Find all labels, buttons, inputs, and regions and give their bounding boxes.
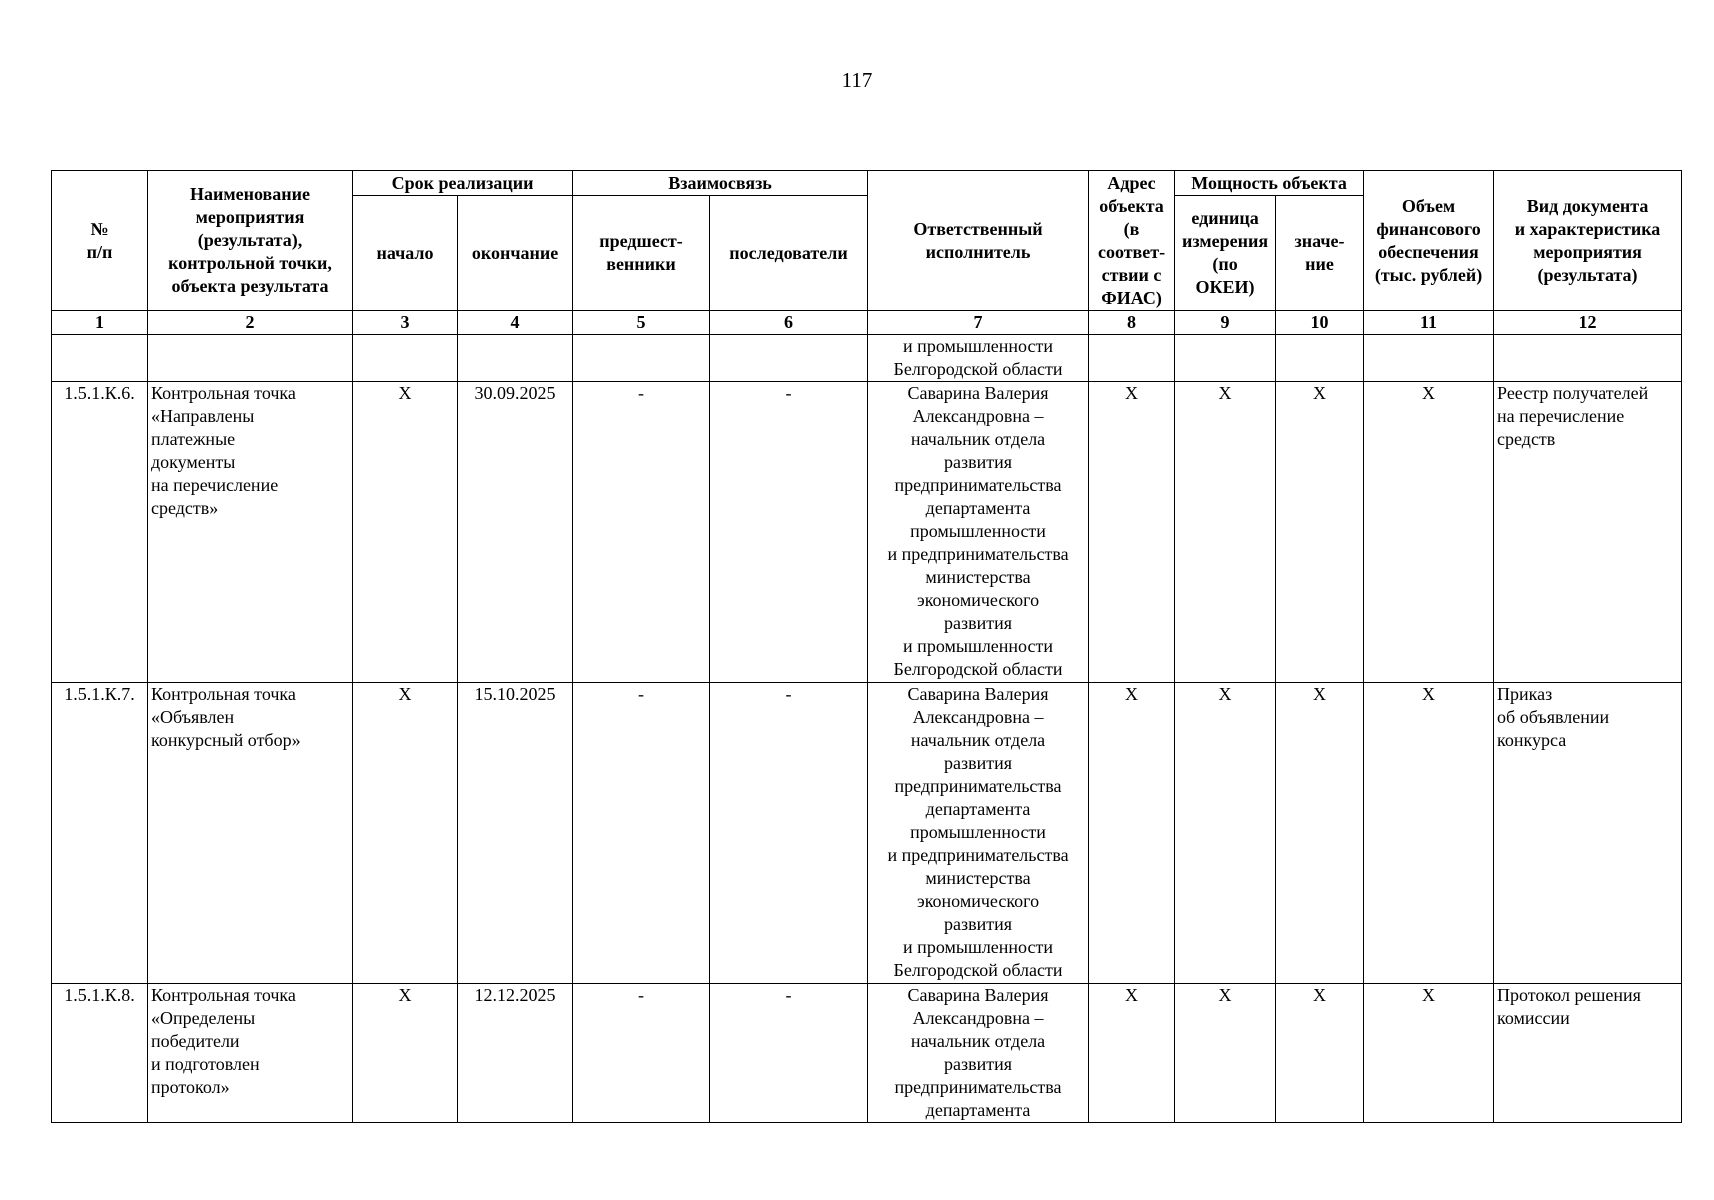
unit-cell: Х (1175, 683, 1276, 984)
document-cell: Реестр получателей на перечисление средств (1494, 382, 1682, 683)
header-value: значе- ние (1276, 196, 1364, 311)
unit-cell: Х (1175, 984, 1276, 1123)
end-date: 30.09.2025 (458, 382, 573, 683)
predecessors-cell: - (573, 683, 710, 984)
header-group-term: Срок реализации (353, 171, 573, 196)
column-number: 12 (1494, 311, 1682, 335)
value-cell: Х (1276, 984, 1364, 1123)
address-cell: Х (1089, 382, 1175, 683)
column-number: 5 (573, 311, 710, 335)
end-date: 12.12.2025 (458, 984, 573, 1123)
financing-cell: Х (1364, 382, 1494, 683)
column-number: 4 (458, 311, 573, 335)
address-cell: Х (1089, 984, 1175, 1123)
header-group-power: Мощность объекта (1175, 171, 1364, 196)
table-row (52, 683, 1682, 984)
start-cell: Х (353, 683, 458, 984)
unit-cell: Х (1175, 382, 1276, 683)
column-number: 9 (1175, 311, 1276, 335)
value-cell: Х (1276, 382, 1364, 683)
responsible-cell: Саварина Валерия Александровна – начальник отдела развития предпринимательства департамента промышленности и предпринимательства министерства экономического развития и промышленности Белгородской области (868, 382, 1089, 683)
responsible-cell: и промышленности Белгородской области (868, 335, 1089, 382)
column-number: 11 (1364, 311, 1494, 335)
successors-cell: - (710, 683, 868, 984)
header-end: окончание (458, 196, 573, 311)
header-successors: последователи (710, 196, 868, 311)
header-group-link: Взаимосвязь (573, 171, 868, 196)
header-address: Адрес объекта (в соответ- ствии с ФИАС) (1089, 171, 1175, 311)
column-number: 7 (868, 311, 1089, 335)
column-number: 6 (710, 311, 868, 335)
row-number: 1.5.1.К.6. (52, 382, 148, 683)
column-number: 3 (353, 311, 458, 335)
table-row (52, 984, 1682, 1123)
header-predecessors: предшест- венники (573, 196, 710, 311)
header-financing: Объем финансового обеспечения (тыс. рублей) (1364, 171, 1494, 311)
responsible-cell: Саварина Валерия Александровна – начальник отдела развития предпринимательства департамента промышленности и предпринимательства министерства экономического развития и промышленности Белгородской области (868, 683, 1089, 984)
document-cell: Протокол решения комиссии (1494, 984, 1682, 1123)
predecessors-cell: - (573, 382, 710, 683)
activity-name: Контрольная точка «Направлены платежные документы на перечисление средств» (148, 382, 353, 683)
successors-cell: - (710, 984, 868, 1123)
activity-name: Контрольная точка «Определены победители и подготовлен протокол» (148, 984, 353, 1123)
document-cell: Приказ об объявлении конкурса (1494, 683, 1682, 984)
page-number: 117 (841, 68, 873, 92)
column-number: 1 (52, 311, 148, 335)
activities-table (51, 170, 1682, 1123)
header-name: Наименование мероприятия (результата), контрольной точки, объекта результата (148, 171, 353, 311)
table-row (52, 382, 1682, 683)
row-number: 1.5.1.К.7. (52, 683, 148, 984)
value-cell: Х (1276, 683, 1364, 984)
predecessors-cell: - (573, 984, 710, 1123)
successors-cell: - (710, 382, 868, 683)
end-date: 15.10.2025 (458, 683, 573, 984)
financing-cell: Х (1364, 984, 1494, 1123)
activity-name: Контрольная точка «Объявлен конкурсный отбор» (148, 683, 353, 984)
row-number: 1.5.1.К.8. (52, 984, 148, 1123)
header-document: Вид документа и характеристика мероприятия (результата) (1494, 171, 1682, 311)
start-cell: Х (353, 984, 458, 1123)
header-start: начало (353, 196, 458, 311)
column-number-row (52, 311, 1682, 335)
header-num: № п/п (52, 171, 148, 311)
financing-cell: Х (1364, 683, 1494, 984)
responsible-cell: Саварина Валерия Александровна – начальник отдела развития предпринимательства департамента (868, 984, 1089, 1123)
column-number: 2 (148, 311, 353, 335)
address-cell: Х (1089, 683, 1175, 984)
header-unit: единица измерения (по ОКЕИ) (1175, 196, 1276, 311)
column-number: 10 (1276, 311, 1364, 335)
column-number: 8 (1089, 311, 1175, 335)
start-cell: Х (353, 382, 458, 683)
header-responsible: Ответственный исполнитель (868, 171, 1089, 311)
continuation-row (52, 335, 1682, 382)
